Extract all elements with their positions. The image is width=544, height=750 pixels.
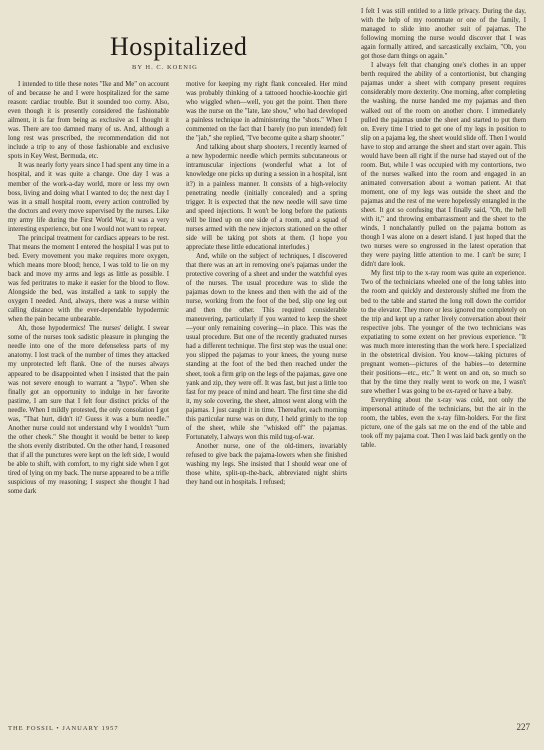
article-byline: BY H. C. KOENIG: [132, 64, 198, 71]
article-title: Hospitalized: [110, 32, 248, 61]
paragraph: I intended to title these notes "Ike and Me" on account of and because he and I were hospitalized for the same reason: cardiac trouble. But it sounded too corny. Also, even though it is presently considered the fashionable ailment, it is far from being as exclusive as I thought it was. There are too damned many of us. And, although a long rest was prescribed, the recommendation did not include a trip to any of those fashionable and exclusive spots in Key West, Bermuda, etc.: [8, 81, 169, 161]
paragraph: motive for keeping my right flank concealed. Her mind was probably thinking of a tattooed hoochie-koochie girl who wiggled when—well, you get the point. Then there was the nurse on the "late, late show," who had developed a painless technique in administering the "shots." When I commented on the fact that I barely (no pun intended) felt the "jab," she replied, "I've become quite a sharp shooter.": [186, 81, 347, 143]
page-footer: [8, 722, 530, 732]
paragraph: I felt I was still entitled to a little privacy. During the day, with the help of my roommate or one of the family, I managed to slide into another suit of pajamas. The following morning the nurse would discover that I was again formally attired, and sarcastically exclaim, "Oh, you got those darn things on again.": [361, 8, 526, 61]
paragraph: Another nurse, one of the old-timers, invariably refused to give back the pajama-lowers when she finished washing my legs. She insisted that I should wear one of those white, split-up-the-back, abbreviated night shirts they hand out in hospitals. I refused;: [186, 442, 347, 487]
paragraph: The principal treatment for cardiacs appears to be rest. That means the moment I entered the hospital I was put to bed. Every movement you make requires more oxygen, which means more blood; hence, I was told to lie on my back and move my arms and legs as little as possible. I was fed peritrates to make it easier for the blood to flow. Alongside the bed, was installed a tank to supply the oxygen I needed. And, always, there was a nurse within calling distance with the ever-dependable hypodermic when the pain became unbearable.: [8, 234, 169, 324]
paragraph: Everything about the x-ray was cold, not only the impersonal attitude of the technicians, but the air in the room, the tables, even the x-ray film-holders. For the first picture, one of the gals sat me on the end of the table and took off my pajama coat. Then I was laid back gently on the table.: [361, 397, 526, 450]
paragraph: And talking about sharp shooters, I recently learned of a new hypodermic needle which permits subcutaneous or intramuscular injections (wonderful what a lot of knowledge one picks up during a session in a hospital, isnt it?) in a painless manner. It consists of a high-velocity penetrating needle (initially concealed) and a spring trigger. It is expected that the new needle will save time and speed injections. It won't be long before the patients will be lined up on one side of a room, and a squad of nurses armed with the new injectors stationed on the other side will be taking pot shots at them. (I hope you appreciate these little educational interludes.): [186, 144, 347, 251]
paragraph: My first trip to the x-ray room was quite an experience. Two of the technicians wheeled one of the long tables into the room and quickly and dexterously shifted me from the bed to the table and started the long roll down the corridor to the elevator. They more or less ignored me completely on the trip and kept up a rather lively conversation about their respective jobs. The younger of the two technicians was expatiating to some extent on her previous experience. "It was much more interesting than the work here. I specialized in the obstetrical division. You know—taking pictures of pregnant women—pictures of the babies—to determine their positions—etc., etc." It went on and on, so much so that by the time they really went to work on me, I wasn't sure whether I was going to be ex-rayed or have a baby.: [361, 270, 526, 395]
journal-issue: THE FOSSIL • JANUARY 1957: [8, 725, 119, 732]
text-column-1: [8, 80, 169, 710]
paragraph: It was nearly forty years since I had spent any time in a hospital, and it was quite a change. One day I was a member of the work-a-day world, more or less my own boss, living and doing what I wanted to do; the next day I was in a small hospital room, every action controlled by the doctors and every move supervised by the nurses. Like my army life during the First World War, it was a very interesting experience, but one I would not want to repeat.: [8, 162, 169, 233]
paragraph: Ah, those hypodermics! The nurses' delight. I swear some of the nurses took sadistic pleasure in plunging the needle into one of the more defenseless parts of my anatomy. I lost track of the number of times they attacked my unprotected left flank. One of the nurses always appeared to be disappointed when I insisted that the pain was not severe enough to warrant a "hypo". When she finally got an opportunity to indulge in her favorite pastime, I am sure that I felt four distinct pricks of the needle. When I mildly protested, the only consolation I got was, "That hurt, didn't it? Guess it was a bum needle." Another nurse could not understand why I wouldn't "turn the other cheek." She thought it would be better to keep the shots evenly distributed. On the other hand, I reasoned that if all the punctures were kept on the left side, I would be able to shift, with comfort, to my right side when I got tired of lying on my back. The nurse appeared to be a trifle suspicious of my reasoning; I suspect she thought I had some dark: [8, 325, 169, 496]
text-column-2: [186, 80, 347, 710]
page-number: 227: [516, 722, 530, 732]
paragraph: I always felt that changing one's clothes in an upper berth required the ability of a contortionist, but changing pajamas under a sheet with company present requires considerably more dexterity. One morning, after completing the washing, the nurse handed me my pajamas and then walked out of the room on another chore. I immediately pulled the pajamas under the sheet and started to put them on. Every time I tried to get one of my legs in position to slip on a pajama leg, the sheet would slide off. Then I would have to stop and arrange the sheet and start over again. This would have been all right if the nurse had stayed out of the room. But, while I was occupied with my contortions, two of the nurses walked into the room and engaged in an animated conversation about a woman patient. At that moment, one of my legs was outside the sheet and the pajamas and the rest of me were hopelessly entangled in the sheet. It got so confusing that I finally said, "Oh, the hell with it," and throwing embarrassment and the sheet to the winds, I nonchalantly pulled on the pajama bottom as though I was alone on a desert island. I just hoped that the two nurses were so engrossed in the latest operation that they were paying little attention to me. I can't be sure; I didn't dare look.: [361, 62, 526, 269]
paragraph: And, while on the subject of techniques, I discovered that there was an art in removing one's pajamas under the protective covering of a sheet and under the watchful eyes of the nurses. The usual procedure was to slide the pajamas down to the knees and then with the aid of the nurse, working from the foot of the bed, slip one leg out and then the other. This required considerable maneuvering, particularly if you wanted to keep the sheet—your only remaining covering—in place. This was the usual procedure. But one of the recently graduated nurses had a different technique. The first step was the usual one: you slipped the pajamas to your knees, the young nurse standing at the foot of the bed then reached under the sheet, took a firm grip on the legs of the pajamas, gave one yank and zip, they were off. It was fast, but just a little too fast for my peace of mind and heart. The first time she did it, my sole covering, the sheet, almost went along with the pajamas. I just caught it in time. Thereafter, each morning this particular nurse was on duty, I held grimly to the top of the sheet, while she "whisked off" the pajamas. Fortunately, I always won this mild tug-of-war.: [186, 252, 347, 441]
text-column-3: [361, 7, 526, 710]
